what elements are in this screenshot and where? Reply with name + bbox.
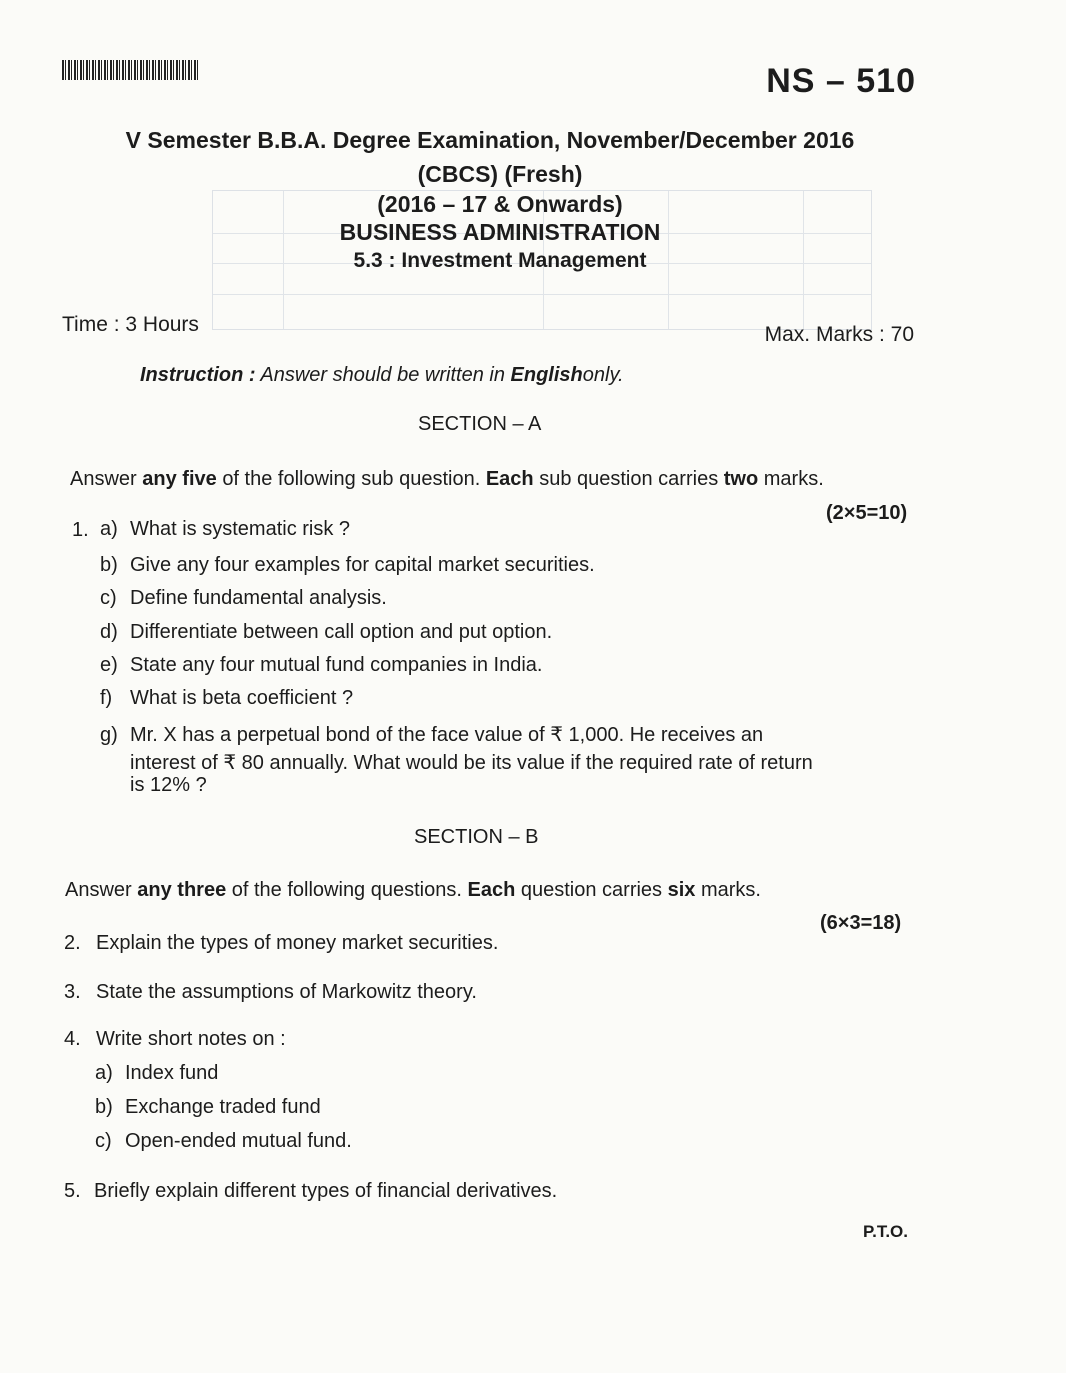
note-topic: [95, 1062, 218, 1085]
note-topic: [95, 1130, 352, 1153]
instruction-label: Instruction :: [140, 364, 256, 386]
question-number: 5.: [64, 1180, 81, 1202]
sub-question: [100, 654, 542, 677]
question-text: Explain the types of money market securities.: [96, 932, 499, 954]
sub-question-label: a): [100, 518, 118, 540]
question-number: 3.: [64, 981, 81, 1003]
sub-question-text: Give any four examples for capital market securities.: [130, 554, 595, 576]
sub-question-label: b): [100, 554, 118, 576]
sub-question-text: is 12% ?: [130, 774, 207, 796]
sub-question-text: Differentiate between call option and put option.: [130, 621, 553, 643]
question-text: Write short notes on :: [96, 1028, 286, 1050]
sub-question-label: d): [100, 621, 118, 643]
intro-carries: sub question carries: [539, 468, 719, 490]
note-topic-text: Open-ended mutual fund.: [125, 1130, 352, 1152]
instruction-text: Answer should be written in: [260, 364, 505, 386]
paper-title: 5.3 : Investment Management: [353, 249, 647, 272]
sub-question-text: State any four mutual fund companies in India.: [130, 654, 543, 676]
intro-count: any three: [137, 879, 227, 901]
sub-question-text: Define fundamental analysis.: [130, 587, 387, 609]
intro-text: of the following sub question.: [222, 468, 481, 490]
max-marks: Max. Marks : 70: [764, 323, 914, 346]
section-b-title: SECTION – B: [414, 826, 539, 848]
note-topic-label: a): [95, 1062, 113, 1084]
sub-question: [130, 774, 207, 797]
question-number: 2.: [64, 932, 81, 954]
intro-each: Each: [485, 468, 534, 490]
sub-question: [100, 621, 552, 644]
question: [64, 981, 477, 1004]
sub-question: [100, 518, 350, 541]
intro-word: Answer: [70, 468, 137, 490]
barcode: [62, 60, 200, 80]
question-text: Briefly explain different types of financial derivatives.: [94, 1180, 558, 1202]
intro-marks-count: two: [723, 468, 759, 490]
section-a-instruction: [70, 468, 824, 491]
sub-question-label: c): [100, 587, 117, 609]
paper-code: NS – 510: [766, 62, 916, 100]
intro-carries: question carries: [520, 879, 663, 901]
intro-marks: marks.: [763, 468, 824, 490]
sub-question: [100, 587, 387, 610]
time-allowed: Time : 3 Hours: [62, 313, 199, 336]
section-b-instruction: [65, 879, 761, 902]
note-topic-label: b): [95, 1096, 113, 1118]
please-turn-over: P.T.O.: [862, 1222, 908, 1241]
sub-question-text: What is systematic risk ?: [130, 518, 351, 540]
note-topic-text: Index fund: [125, 1062, 219, 1084]
section-b-weight: (6×3=18): [820, 912, 902, 934]
sub-question-text: What is beta coefficient ?: [130, 687, 354, 709]
intro-each: Each: [467, 879, 516, 901]
instruction-text-end: only.: [582, 364, 624, 386]
instruction-language: English: [510, 364, 583, 386]
sub-question: [130, 750, 813, 775]
exam-scheme: (CBCS) (Fresh): [417, 161, 583, 187]
intro-word: Answer: [65, 879, 132, 901]
sub-question-text: Mr. X has a perpetual bond of the face value of ₹ 1,000. He receives an: [130, 724, 764, 746]
section-a-weight: (2×5=10): [826, 502, 908, 524]
exam-batch: (2016 – 17 & Onwards): [377, 191, 623, 217]
question-number: 1.: [72, 519, 89, 541]
sub-question-label: f): [100, 687, 113, 709]
intro-marks-count: six: [667, 879, 696, 901]
intro-text: of the following questions.: [231, 879, 462, 901]
intro-count: any five: [142, 468, 217, 490]
exam-title: V Semester B.B.A. Degree Examination, November/December 2016: [125, 127, 855, 153]
question: [64, 1180, 557, 1203]
question: [64, 1028, 286, 1051]
question-number: 4.: [64, 1028, 81, 1050]
question: [64, 932, 498, 955]
sub-question-text: interest of ₹ 80 annually. What would be its value if the required rate of return: [130, 752, 813, 774]
sub-question-label: g): [100, 724, 118, 746]
section-a-title: SECTION – A: [418, 413, 542, 435]
instruction: [140, 364, 624, 387]
sub-question: [100, 554, 595, 577]
question-text: State the assumptions of Markowitz theory.: [96, 981, 477, 1003]
subject-title: BUSINESS ADMINISTRATION: [339, 219, 661, 245]
note-topic-text: Exchange traded fund: [125, 1096, 321, 1118]
sub-question: [100, 722, 763, 747]
sub-question: [100, 687, 353, 710]
note-topic: [95, 1096, 321, 1119]
note-topic-label: c): [95, 1130, 112, 1152]
sub-question-label: e): [100, 654, 118, 676]
intro-marks: marks.: [700, 879, 761, 901]
